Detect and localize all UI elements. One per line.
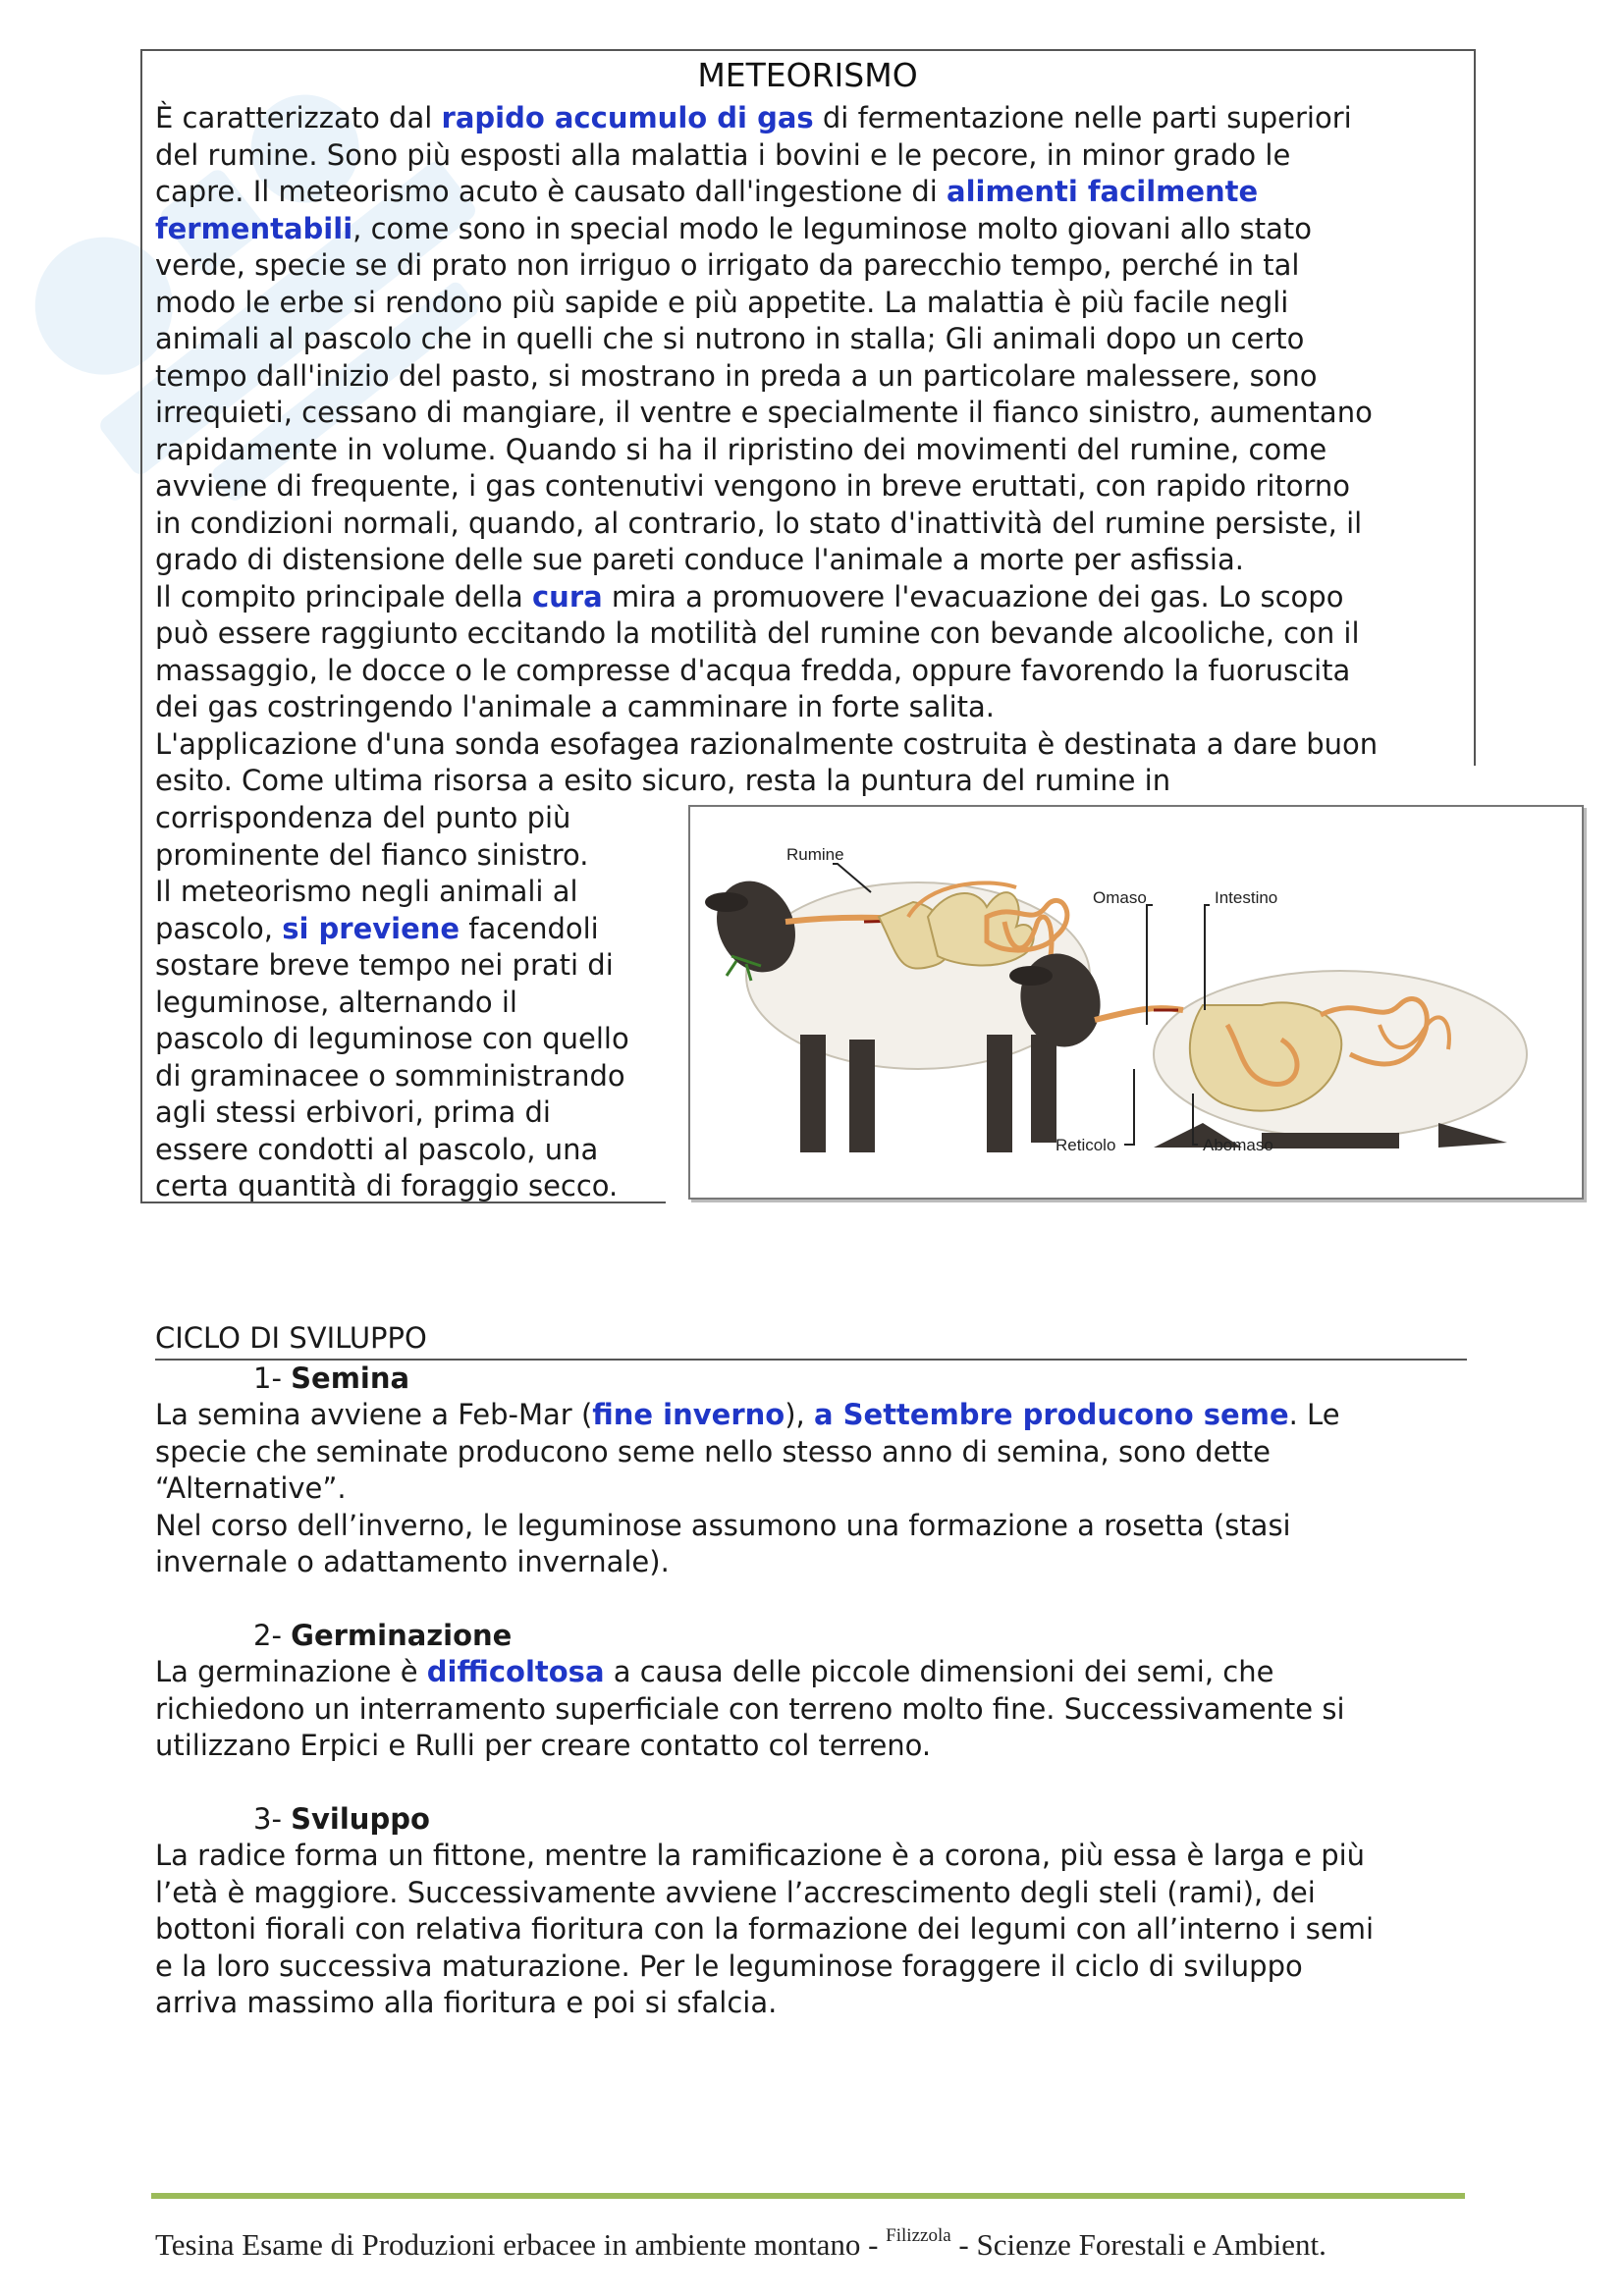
text-line [155, 1691, 1471, 1729]
text-line [155, 1508, 1471, 1545]
text-line [155, 1095, 666, 1132]
text-run: prominente del fianco sinistro. [155, 837, 589, 872]
text-line [155, 1021, 666, 1058]
text-run: avviene di frequente, i gas contenutivi vengono in breve eruttati, con rapido ritorno [155, 469, 1351, 503]
text-run: Il compito principale della [155, 579, 532, 614]
lying-sheep-drawing [1009, 944, 1527, 1148]
text-run: e la loro successiva maturazione. Per le leguminose foraggere il ciclo di sviluppo [155, 1949, 1303, 1983]
text-run: La radice forma un fittone, mentre la ramificazione è a corona, più essa è larga e più [155, 1839, 1366, 1872]
highlighted-term: fermentabili [155, 211, 353, 245]
label-omaso: Omaso [1093, 888, 1147, 907]
text-line [155, 174, 1471, 211]
text-run: arriva massimo alla fioritura e poi si sfalcia. [155, 1986, 778, 2019]
text-run: massaggio, le docce o le compresse d'acqua fredda, oppure favorendo la fuoruscita [155, 653, 1351, 687]
text-line [155, 615, 1471, 653]
text-line [155, 800, 666, 837]
text-run: l’età è maggiore. Successivamente avviene l’accrescimento degli steli (rami), dei [155, 1875, 1316, 1909]
text-run: leguminose, alternando il [155, 985, 517, 1019]
text-line [155, 1875, 1471, 1912]
highlighted-term: a Settembre producono seme [813, 1398, 1289, 1431]
meteorismo-box-border [1474, 49, 1476, 766]
text-run: essere condotti al pascolo, una [155, 1132, 599, 1166]
text-line [155, 1544, 1471, 1581]
text-run: facendoli [460, 911, 599, 945]
text-line [155, 1397, 1471, 1434]
text-line [155, 358, 1471, 396]
text-line [155, 1838, 1471, 1875]
text-run: a causa delle piccole dimensioni dei semi, che [604, 1655, 1274, 1688]
meteorismo-paragraph-narrow [155, 800, 666, 1205]
text-run: agli stessi erbivori, prima di [155, 1095, 551, 1129]
text-line [155, 1058, 666, 1095]
text-run: corrispondenza del punto più [155, 801, 571, 834]
text-line [155, 321, 1471, 358]
section-body-semina [155, 1397, 1471, 1581]
sheep-anatomy-illustration [692, 809, 1580, 1196]
text-line [155, 1132, 666, 1169]
text-run: di graminacee o somministrando [155, 1058, 625, 1093]
meteorismo-paragraph [155, 100, 1471, 800]
text-run: capre. Il meteorismo acuto è causato dall'ingestione di [155, 175, 947, 208]
text-run: , come sono in special modo le leguminose molto giovani allo stato [352, 211, 1312, 245]
text-run: sostare breve tempo nei prati di [155, 948, 614, 982]
text-run: La semina avviene a Feb-Mar ( [155, 1398, 593, 1431]
text-run: È caratterizzato dal [155, 101, 442, 134]
text-line [155, 1654, 1471, 1691]
text-line [155, 653, 1471, 690]
text-run: “Alternative”. [155, 1471, 347, 1505]
text-run: mira a promuovere l'evacuazione dei gas. Lo scopo [602, 579, 1344, 614]
text-line [155, 1911, 1471, 1949]
text-run: pascolo di leguminose con quello [155, 1022, 629, 1055]
text-run: verde, specie se di prato non irriguo o irrigato da parecchio tempo, perché in tal [155, 248, 1300, 282]
section-title: Germinazione [291, 1619, 513, 1652]
section-title: Sviluppo [291, 1802, 430, 1836]
text-line [155, 542, 1471, 579]
text-run: può essere raggiunto eccitando la motilità del rumine con bevande alcooliche, con il [155, 616, 1360, 650]
section-body-sviluppo [155, 1838, 1471, 2022]
text-line [155, 1434, 1471, 1471]
highlighted-term: difficoltosa [426, 1655, 605, 1688]
meteorismo-title: METEORISMO [697, 56, 918, 94]
text-run: utilizzano Erpici e Rulli per creare contatto col terreno. [155, 1729, 932, 1762]
page-footer [155, 2216, 1530, 2265]
text-run: animali al pascolo che in quelli che si nutrono in stalla; Gli animali dopo un certo [155, 322, 1305, 355]
section-body-germinazione [155, 1654, 1471, 1765]
text-line [155, 395, 1471, 432]
text-run: tempo dall'inizio del pasto, si mostrano in preda a un particolare malessere, sono [155, 358, 1318, 393]
text-line [155, 763, 1471, 800]
text-run: grado di distensione delle sue pareti conduce l'animale a morte per asfissia. [155, 543, 1244, 576]
text-run: del rumine. Sono più esposti alla malattia i bovini e le pecore, in minor grado le [155, 137, 1291, 172]
footer-author: Filizzola [886, 2225, 951, 2246]
text-run: Il meteorismo negli animali al [155, 875, 578, 908]
label-reticolo: Reticolo [1056, 1136, 1116, 1154]
text-line [155, 947, 666, 985]
text-line [155, 837, 666, 875]
text-line [155, 432, 1471, 469]
text-run: modo le erbe si rendono più sapide e più appetite. La malattia è più facile negli [155, 285, 1289, 319]
footer-faculty: - Scienze Forestali e Ambient. [958, 2227, 1326, 2262]
text-run: certa quantità di foraggio secco. [155, 1169, 619, 1202]
highlighted-term: alimenti facilmente [947, 175, 1259, 208]
footer-rule [151, 2193, 1465, 2199]
text-line [155, 247, 1471, 285]
section-number: 1- [253, 1362, 282, 1395]
text-line [155, 137, 1471, 175]
text-line [155, 1949, 1471, 1986]
text-line [155, 874, 666, 911]
text-line [155, 726, 1471, 764]
text-line [155, 1470, 1471, 1508]
highlighted-term: fine inverno [592, 1398, 785, 1431]
text-run: rapidamente in volume. Quando si ha il ripristino dei movimenti del rumine, come [155, 432, 1327, 466]
text-run: ), [785, 1398, 814, 1431]
section-heading-sviluppo [253, 1801, 430, 1839]
text-run: pascolo, [155, 911, 283, 945]
label-rumine: Rumine [786, 845, 844, 864]
text-line [155, 985, 666, 1022]
text-run: esito. Come ultima risorsa a esito sicuro, resta la puntura del rumine in [155, 764, 1171, 797]
text-line [155, 211, 1471, 248]
text-run: L'applicazione d'una sonda esofagea razionalmente costruita è destinata a dare buon [155, 726, 1379, 761]
text-line [155, 689, 1471, 726]
section-number: 3- [253, 1802, 282, 1836]
section-heading-semina [253, 1361, 409, 1398]
text-line [155, 911, 666, 948]
ciclo-title: CICLO DI SVILUPPO [155, 1321, 427, 1355]
section-title: Semina [291, 1362, 410, 1395]
highlighted-term: rapido accumulo di gas [441, 101, 814, 134]
text-line [155, 100, 1471, 137]
text-line [155, 285, 1471, 322]
text-run: specie che seminate producono seme nello stesso anno di semina, sono dette [155, 1434, 1271, 1468]
text-run: invernale o adattamento invernale). [155, 1545, 670, 1578]
text-run: richiedono un interramento superficiale con terreno molto fine. Successivamente si [155, 1691, 1345, 1726]
text-run: dei gas costringendo l'animale a camminare in forte salita. [155, 690, 996, 723]
label-abomaso: Abomaso [1203, 1136, 1273, 1154]
text-run: . Le [1288, 1398, 1340, 1431]
text-line [155, 1728, 1471, 1765]
text-line [155, 506, 1471, 543]
highlighted-term: cura [531, 579, 603, 614]
text-line [155, 1168, 666, 1205]
section-heading-germinazione [253, 1618, 512, 1655]
text-line [155, 468, 1471, 506]
section-number: 2- [253, 1619, 282, 1652]
text-run: bottoni fiorali con relativa fioritura con la formazione dei legumi con all’interno i semi [155, 1912, 1375, 1946]
footer-course: Tesina Esame di Produzioni erbacee in ambiente montano - [155, 2227, 879, 2262]
text-run: La germinazione è [155, 1655, 427, 1688]
text-line [155, 579, 1471, 616]
text-line [155, 1985, 1471, 2022]
highlighted-term: si previene [282, 911, 460, 945]
text-run: Nel corso dell’inverno, le leguminose assumono una formazione a rosetta (stasi [155, 1508, 1291, 1542]
label-intestino: Intestino [1215, 888, 1278, 907]
text-run: irrequieti, cessano di mangiare, il ventre e specialmente il fianco sinistro, aumentano [155, 396, 1373, 429]
text-run: di fermentazione nelle parti superiori [813, 101, 1352, 134]
text-run: in condizioni normali, quando, al contrario, lo stato d'inattività del rumine persiste, il [155, 506, 1363, 540]
